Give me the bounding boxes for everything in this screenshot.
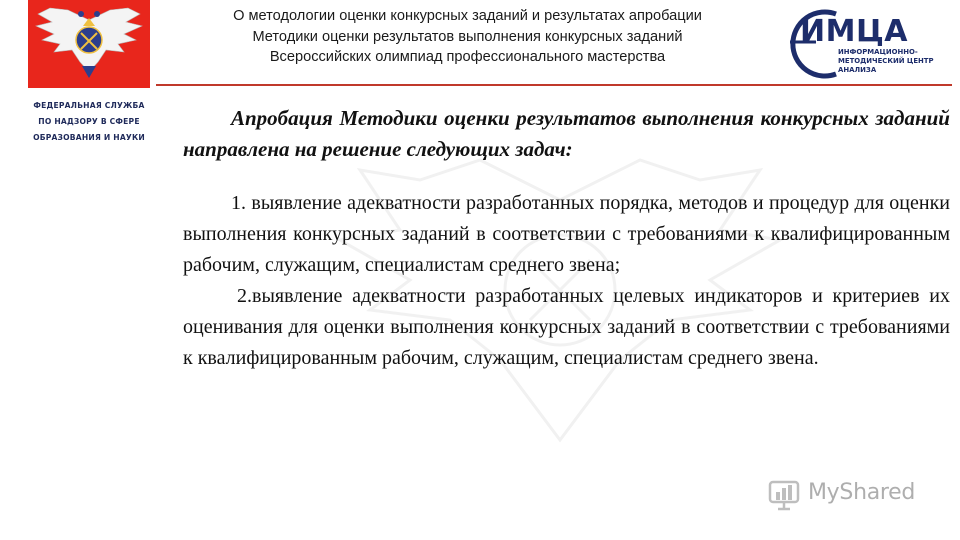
- rosobrnadzor-emblem: [28, 0, 150, 88]
- myshared-logo-icon: [768, 478, 804, 512]
- imca-logo-letters: ИМЦА: [800, 14, 909, 49]
- agency-line-2: ПО НАДЗОРУ В СФЕРЕ: [38, 117, 140, 126]
- task-item-1: 1. выявление адекватности разработанных порядка, методов и процедур для оценки выполнения конкурсных заданий в соответствии с требованиями к квалифицированным рабочим, служащим, специалистам среднего звена;: [183, 192, 950, 276]
- task-item-2: 2.выявление адекватности разработанных целевых индикаторов и критериев их оценивания для оценки выполнения конкурсных заданий в соответствии с требованиями к квалифицированным рабочим, служащим, специалистам среднего звена.: [183, 285, 950, 369]
- imca-sub-line-3: АНАЛИЗА: [838, 66, 877, 74]
- header-divider: [156, 84, 952, 86]
- header-line-1: О методологии оценки конкурсных заданий и результатах апробации: [233, 8, 702, 24]
- header-line-2: Методики оценки результатов выполнения конкурсных заданий: [252, 28, 683, 45]
- agency-line-1: ФЕДЕРАЛЬНАЯ СЛУЖБА: [33, 101, 145, 110]
- slide-header: [160, 6, 775, 68]
- imca-sub-line-2: МЕТОДИЧЕСКИЙ ЦЕНТР: [838, 57, 934, 65]
- agency-line-3: ОБРАЗОВАНИЯ И НАУКИ: [33, 133, 145, 142]
- imca-logo-subtitle: [838, 48, 934, 75]
- header-line-3: Всероссийских олимпиад профессионального мастерства: [269, 49, 666, 65]
- eagle-emblem-icon: [28, 0, 150, 88]
- agency-name: [28, 98, 150, 146]
- myshared-watermark-text: MyShared: [808, 480, 916, 505]
- imca-sub-line-1: ИНФОРМАЦИОННО-: [838, 48, 918, 56]
- lead-paragraph: Апробация Методики оценки результатов выполнения конкурсных заданий направлена на решение следующих задач:: [183, 106, 950, 161]
- slide-body: [183, 103, 950, 374]
